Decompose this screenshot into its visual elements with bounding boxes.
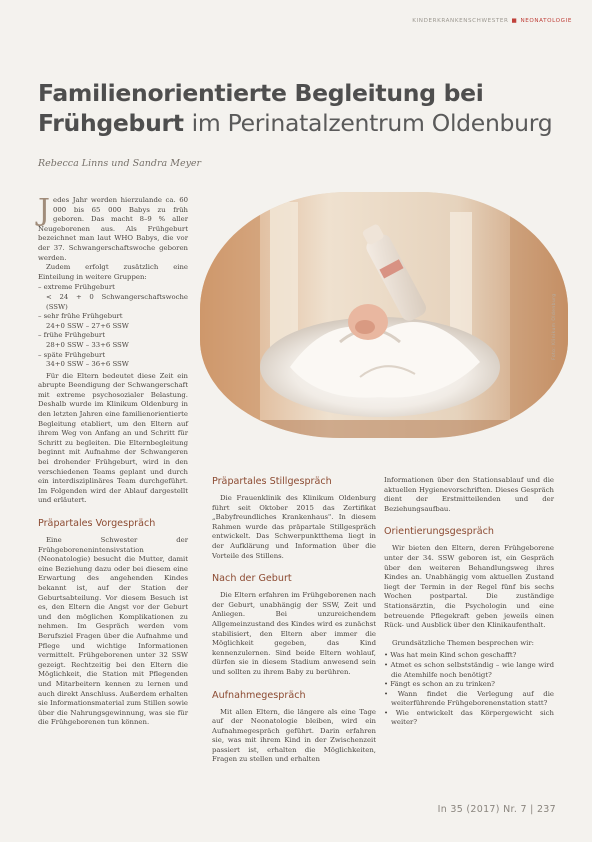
group-term: sehr frühe Frühgeburt (43, 312, 123, 321)
preterm-group-item (38, 283, 188, 312)
subheading-nach-der-geburt: Nach der Geburt (212, 573, 292, 585)
article-title (38, 78, 558, 138)
preterm-group-item (38, 312, 188, 331)
group-term: späte Frühgeburt (43, 350, 106, 359)
running-head-separator: ■ (511, 18, 518, 24)
body-paragraph: Mit allen Eltern, die längere als eine Tage auf der Neonatologie bleiben, wird ein Aufnahmegespräch geführt. Darin erfahren sie, was mit ihrem Kind in der Zwischenzeit passiert ist, erhalten die Möglichkeiten, Fragen zu stellen und erhalten (212, 707, 376, 764)
subheading-praepartales-vorgespraech: Präpartales Vorgespräch (38, 518, 156, 529)
body-paragraph: Für die Eltern bedeutet diese Zeit ein abrupte Beendigung der Schwangerschaft mit extreme psychosozialer Belastung. Deshalb wurde im Klinikum Oldenburg in den letzten Jahren eine familienorientierte Begleitung etabliert, um den Eltern auf ihrem Weg von Anfang an und Schritt für Schritt zu begleiten. Die Elternbegleitung beginnt mit Aufnahme der Schwangeren bei drohender Frühgeburt, wird in den verschiedenen Teams geplant und durch ein interdisziplinäres Team durchgeführt. Im Folgenden wird der Ablauf dargestellt und erläutert. (38, 371, 188, 505)
body-paragraph: Wir bieten den Eltern, deren Frühgeborene unter der 34. SSW geboren ist, ein Gespräch über den weiteren Behandlungsweg ihres Kindes an. Unabhängig vom aktuellen Zustand liegt der Termin in der Regel fünf bis sechs Wochen postpartal. Die zuständige Stationsärztin, die Psychologin und eine betreuende Pflegekraft geben jeweils einen Rück- und Ausblick über den Klinikaufenthalt. (384, 544, 554, 630)
journal-name: KINDERKRANKENSCHWESTER (412, 18, 509, 24)
preterm-group-item (38, 331, 188, 350)
group-range: 34+0 SSW – 36+6 SSW (46, 360, 129, 369)
subheading-orientierungsgespraech: Orientierungsgespräch (384, 526, 494, 538)
group-term: frühe Frühgeburt (43, 331, 105, 340)
preterm-group-list (38, 283, 188, 369)
group-range: 28+0 SSW – 33+6 SSW (46, 340, 129, 349)
body-paragraph: Die Frauenklinik des Klinikum Oldenburg führt seit Oktober 2015 das Zertifikat „Babyfreundliches Krankenhaus". In diesem Rahmen wurde das präpartale Stillgespräch entwickelt. Das Schwerpunktthema liegt in der Aufklärung und Information über die Vorteile des Stillens. (212, 494, 376, 560)
drop-cap: J (38, 193, 51, 228)
question-item: • Wann findet die Verlegung auf die weiterführende Frühgeborenenstation statt? (384, 690, 554, 709)
column-3 (384, 476, 554, 728)
image-credit: Foto: Klinikum Oldenburg (552, 293, 557, 360)
question-item: • Wie entwickelt das Körpergewicht sich weiter? (384, 709, 554, 728)
subheading-aufnahmegespraech: Aufnahmegespräch (212, 689, 306, 701)
intro-text: edes Jahr werden hierzulande ca. 60 000 bis 65 000 Babys zu früh geboren. Das macht 8–9 % aller Neugeborenen aus. Als Frühgeburt bezeichnet man laut WHO Babys, die vor der 37. Schwangerschaftswoche geboren werden. (38, 196, 188, 262)
body-paragraph: Informationen über den Stationsablauf und die aktuellen Hygienevorschriften. Dieses Gespräch dient der Erstmitteilenden und der Beziehungsaufbau. (384, 476, 554, 513)
question-item: • Fängt es schon an zu trinken? (384, 680, 554, 690)
running-head (412, 18, 572, 24)
group-range: 24+0 SSW – 27+6 SSW (46, 321, 129, 330)
question-list (384, 651, 554, 728)
classification-paragraph: Zudem erfolgt zusätzlich eine Einteilung in weitere Gruppen: (38, 263, 188, 281)
preterm-group-item (38, 351, 188, 370)
body-paragraph: Grundsätzliche Themen besprechen wir: (392, 638, 534, 647)
group-range: < 24 + 0 Schwangerschaftswoche (SSW) (46, 292, 188, 311)
section-name: NEONATOLOGIE (520, 18, 572, 24)
group-term: extreme Frühgeburt (43, 283, 115, 292)
article-title-thin: im Perinatalzentrum Oldenburg (191, 109, 553, 137)
page-footer: In 35 (2017) Nr. 7 | 237 (437, 804, 556, 815)
column-1 (38, 193, 188, 728)
subheading-stillgespraech: Präpartales Stillgespräch (212, 476, 332, 487)
photo-illustration (200, 192, 568, 438)
article-authors: Rebecca Linns und Sandra Meyer (38, 158, 202, 169)
question-item: • Was hat mein Kind schon geschafft? (384, 651, 554, 661)
article-photo (200, 192, 568, 438)
column-2 (212, 476, 376, 765)
article-title-bold: Familienorientierte Begleitung bei Frühgeburt (38, 79, 484, 137)
body-paragraph: Eine Schwester der Frühgeborenenintensivstation (Neonatologie) besucht die Mutter, damit eine Beziehung dazu oder bei diesem eine Erwartung des angehenden Kindes bekannt ist, auf der Station der Geburtsabteilung. Vor diesem Besuch ist es, den Eltern die Angst vor der Geburt und den möglichen Komplikationen zu nehmen. Im Gespräch werden vom Berufsziel Fragen über die Aufnahme und Pflege und wichtige Informationen vermittelt. Frühgeborenen unter 32 SSW gezeigt. Rechtzeitig bei den Eltern die Möglichkeit, die Station mit Pflegenden und Mitarbeitern kennen zu lernen und auch direkt Anschluss. Außerdem erhalten sie Informationsmaterial zum Stillen sowie über die Nahrungsgewinnung, was sie für die Frühgeborenen tun können. (38, 536, 188, 727)
question-item: • Atmet es schon selbstständig – wie lange wird die Atemhilfe noch benötigt? (384, 661, 554, 680)
body-paragraph: Die Eltern erfahren im Frühgeborenen nach der Geburt, unabhängig der SSW, Zeit und Anliegen. Bei unzureichendem Allgemeinzustand des Kindes wird es zunächst stabilisiert, den Eltern aber immer die Möglichkeit gegeben, das Kind kennenzulernen. Sind beide Eltern wohlauf, dürfen sie in diesem Stadium anwesend sein und sollten zu ihrem Baby zu berühren. (212, 591, 376, 676)
intro-paragraph (38, 193, 188, 263)
